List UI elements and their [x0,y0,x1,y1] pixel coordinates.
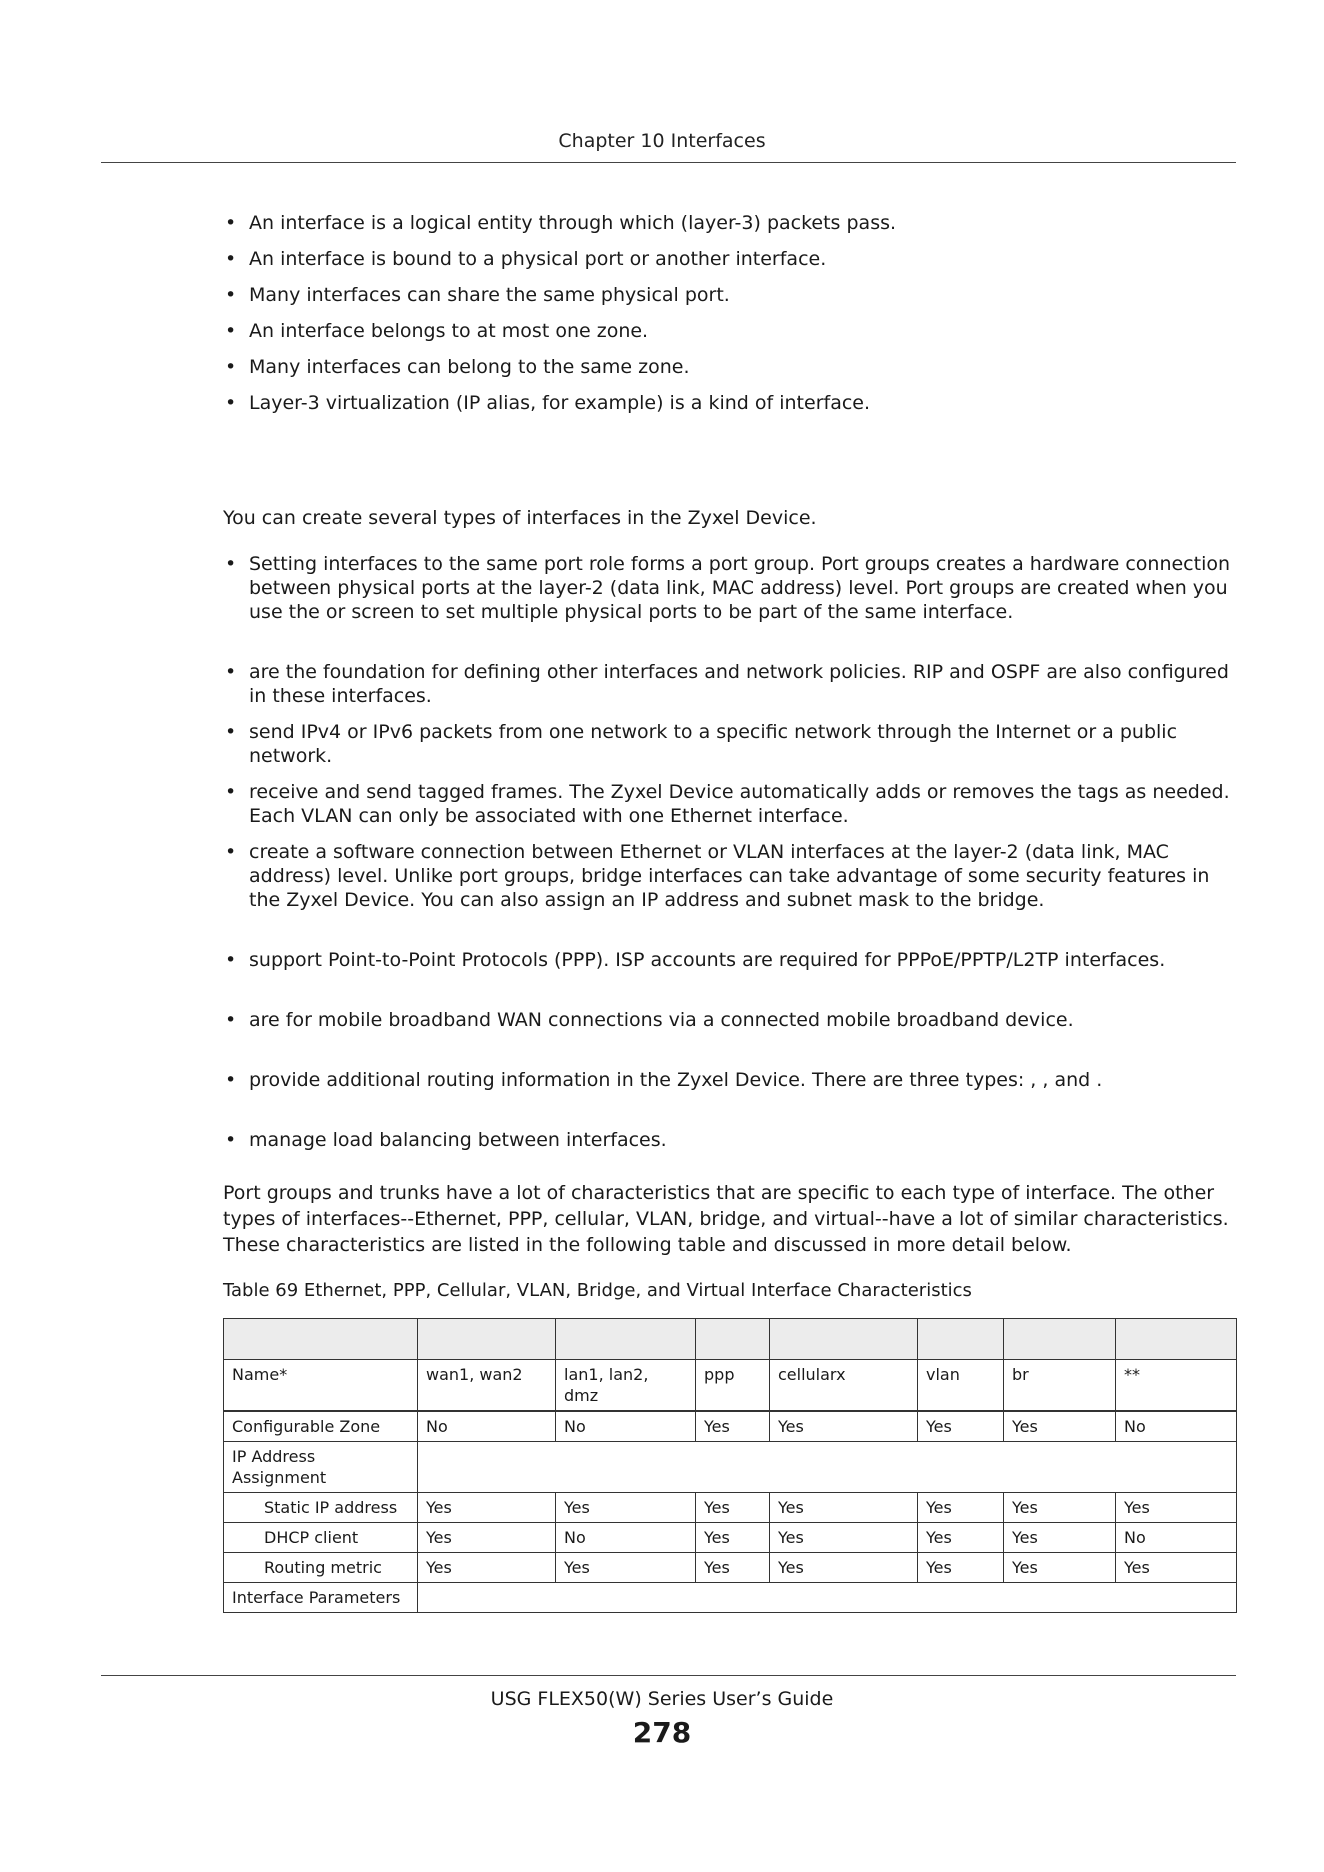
list-item: • are for mobile broadband WAN connections via a connected mobile broadband device. [225,1008,1235,1068]
list-item: • receive and send tagged frames. The Zyxel Device automatically adds or removes the tags as needed. Each VLAN can only be associated with one Ethernet interface. [225,780,1235,840]
table-cell: Yes [696,1493,770,1523]
list-item: • create a software connection between Ethernet or VLAN interfaces at the layer-2 (data link, MAC address) level. Unlike port groups, bridge interfaces can take advantage of some security features in the Zyxel Device. You can also assign an IP address and subnet mask to the bridge. [225,840,1235,948]
table-row [224,1493,1237,1523]
table-cell: No [1116,1411,1237,1442]
table-cell: No [556,1523,696,1553]
interface-characteristics-table [223,1318,1237,1613]
table-cell: Yes [556,1493,696,1523]
list-item: • send IPv4 or IPv6 packets from one network to a specific network through the Internet or a public network. [225,720,1235,780]
table-cell: No [1116,1523,1237,1553]
table-cell: Yes [696,1411,770,1442]
table-cell: Yes [770,1493,918,1523]
table-cell: ** [1116,1360,1237,1412]
table-cell: DHCP client [224,1523,418,1553]
table-cell: Yes [696,1553,770,1583]
table-cell: Configurable Zone [224,1411,418,1442]
list-item: • Setting interfaces to the same port role forms a port group. Port groups creates a hardware connection between physical ports at the layer-2 (data link, MAC address) level. Port groups are created when you use the or screen to set multiple physical ports to be part of the same interface. [225,552,1235,660]
page-number: 278 [632,1716,692,1749]
table-row [224,1411,1237,1442]
table-cell: Yes [1116,1553,1237,1583]
table-cell: Yes [770,1411,918,1442]
chapter-header: Chapter 10 Interfaces [558,130,766,152]
table-cell: Yes [770,1523,918,1553]
interface-facts-list [225,211,1235,427]
header-divider [101,162,1236,163]
footer-divider [101,1675,1236,1676]
table-cell: IP Address Assignment [224,1442,418,1493]
table-cell: Routing metric [224,1553,418,1583]
table-cell: Yes [1004,1411,1116,1442]
table-row [224,1360,1237,1412]
table-cell: Yes [918,1553,1004,1583]
table-cell: No [418,1411,556,1442]
list-item: • manage load balancing between interfaces. [225,1128,1235,1164]
table-cell: ppp [696,1360,770,1412]
list-item: • provide additional routing information in the Zyxel Device. There are three types: , , and . [225,1068,1235,1128]
intro-paragraph: You can create several types of interfaces in the Zyxel Device. [223,507,817,529]
table-cell: Yes [1004,1553,1116,1583]
table-section-row [224,1583,1237,1613]
table-cell: No [556,1411,696,1442]
table-cell: Yes [418,1523,556,1553]
list-item: • An interface is a logical entity through which (layer-3) packets pass. [225,211,1235,247]
summary-paragraph: Port groups and trunks have a lot of characteristics that are specific to each type of interface. The other types of interfaces--Ethernet, PPP, cellular, VLAN, bridge, and virtual--have a lot of similar characteristics. These characteristics are listed in the following table and discussed in more detail below. [223,1182,1229,1256]
list-item: • are the foundation for defining other interfaces and network policies. RIP and OSPF are also configured in these interfaces. [225,660,1235,720]
table-cell: Name* [224,1360,418,1412]
table-header-row [224,1319,1237,1360]
table-cell: cellularx [770,1360,918,1412]
list-item: • Layer-3 virtualization (IP alias, for example) is a kind of interface. [225,391,1235,427]
list-item: • An interface is bound to a physical port or another interface. [225,247,1235,283]
table-row [224,1523,1237,1553]
table-cell: vlan [918,1360,1004,1412]
list-item: • Many interfaces can share the same physical port. [225,283,1235,319]
table-cell: Yes [418,1493,556,1523]
list-item: • support Point-to-Point Protocols (PPP). ISP accounts are required for PPPoE/PPTP/L2TP interfaces. [225,948,1235,1008]
table-cell: Yes [1004,1523,1116,1553]
footer-title: USG FLEX50(W) Series User’s Guide [490,1688,834,1710]
interface-types-list [225,552,1235,1164]
table-cell: Static IP address [224,1493,418,1523]
table-caption: Table 69 Ethernet, PPP, Cellular, VLAN, Bridge, and Virtual Interface Characteristics [223,1280,972,1301]
table-cell: Yes [1116,1493,1237,1523]
table-cell: Yes [918,1523,1004,1553]
table-cell: wan1, wan2 [418,1360,556,1412]
table-cell: Yes [1004,1493,1116,1523]
table-cell: br [1004,1360,1116,1412]
list-item: • Many interfaces can belong to the same zone. [225,355,1235,391]
table-cell: Yes [696,1523,770,1553]
table-cell: lan1, lan2, dmz [556,1360,696,1412]
table-cell: Yes [418,1553,556,1583]
table-row [224,1553,1237,1583]
list-item: • An interface belongs to at most one zone. [225,319,1235,355]
table-cell: Yes [918,1411,1004,1442]
table-cell: Interface Parameters [224,1583,418,1613]
table-section-row [224,1442,1237,1493]
table-cell: Yes [770,1553,918,1583]
table-cell: Yes [918,1493,1004,1523]
table-cell: Yes [556,1553,696,1583]
